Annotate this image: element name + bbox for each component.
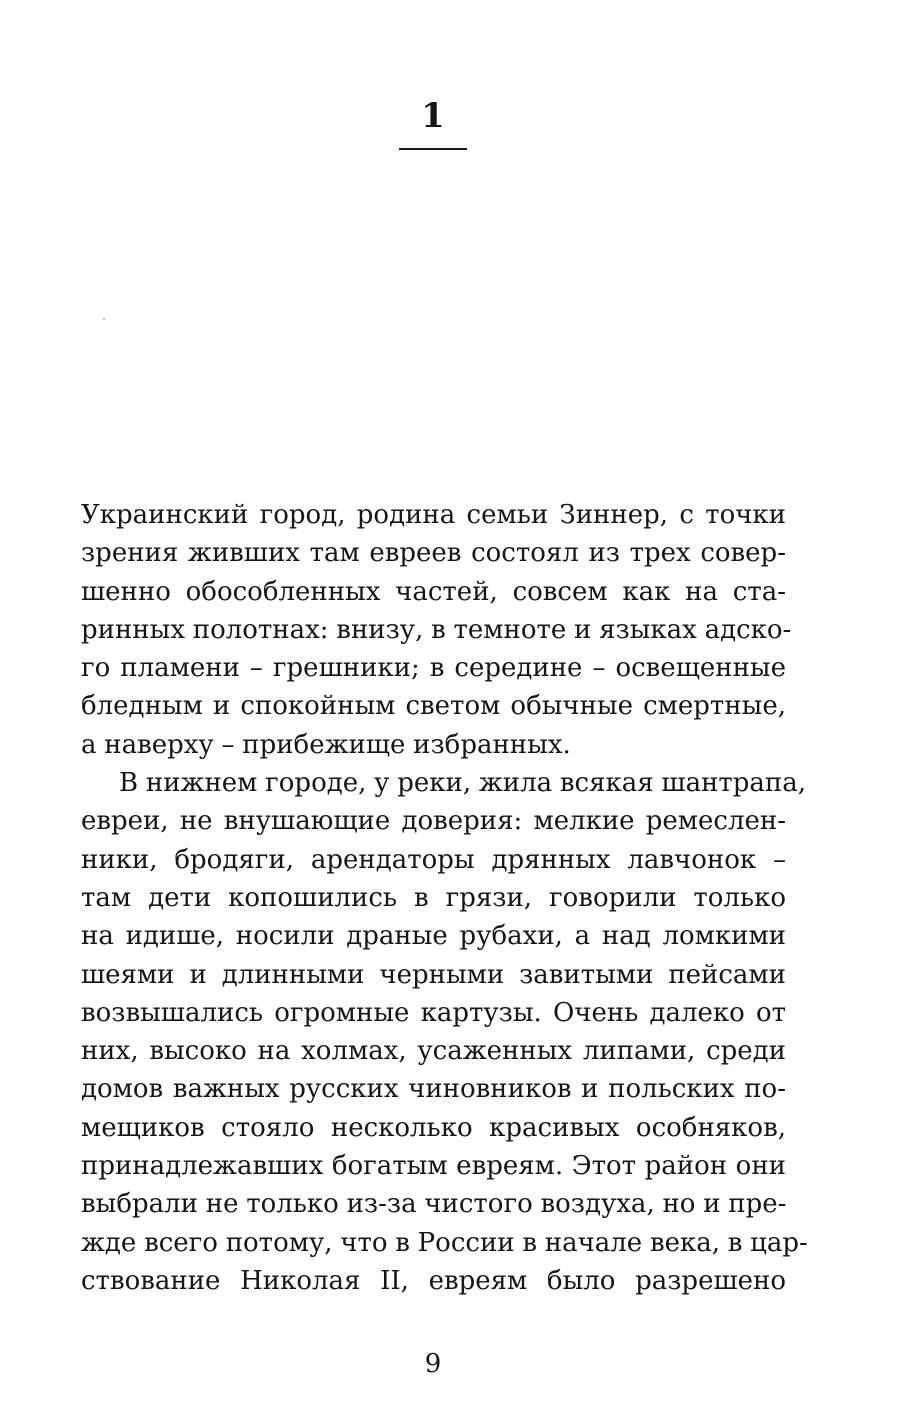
text-line: на идише, носили драные рубахи, а над ломкими bbox=[81, 921, 786, 952]
text-line: ствование Николая II, евреям было разрешено bbox=[81, 1265, 786, 1296]
text-line: принадлежавших богатым евреям. Этот район они bbox=[81, 1151, 786, 1182]
chapter-number: 1 bbox=[421, 96, 445, 136]
body-text bbox=[81, 496, 808, 1300]
paragraph-1 bbox=[81, 496, 792, 764]
text-line: го пламени – грешники; в середине – освещенные bbox=[81, 653, 786, 684]
text-line: а наверху – прибежище избранных. bbox=[81, 729, 571, 760]
text-line: выбрали не только из-за чистого воздуха, но и пре- bbox=[81, 1189, 787, 1220]
page-number: 9 bbox=[424, 1349, 442, 1379]
text-line: бледным и спокойным светом обычные смертные, bbox=[81, 691, 786, 722]
text-line: жде всего потому, что в России в начале века, в цар- bbox=[81, 1227, 808, 1258]
text-line: там дети копошились в грязи, говорили только bbox=[81, 882, 786, 913]
text-line: возвышались огромные картузы. Очень далеко от bbox=[81, 997, 786, 1028]
text-line: них, высоко на холмах, усаженных липами, среди bbox=[81, 1036, 786, 1067]
text-line: евреи, не внушающие доверия: мелкие ремеслен- bbox=[81, 806, 786, 837]
paragraph-2 bbox=[81, 764, 808, 1300]
text-line: ники, бродяги, арендаторы дрянных лавчонок – bbox=[81, 844, 786, 875]
text-line: В нижнем городе, у реки, жила всякая шантрапа, bbox=[119, 768, 807, 799]
text-line: зрения живших там евреев состоял из трех совер- bbox=[81, 538, 786, 569]
chapter-divider bbox=[399, 148, 467, 150]
text-line: домов важных русских чиновников и польских по- bbox=[81, 1074, 786, 1105]
text-line: Украинский город, родина семьи Зиннер, с точки bbox=[81, 500, 786, 530]
scan-speck bbox=[103, 318, 105, 320]
text-line: шенно обособленных частей, совсем как на ста- bbox=[81, 576, 786, 607]
text-line: мещиков стояло несколько красивых особняков, bbox=[81, 1112, 786, 1143]
text-line: ринных полотнах: внизу, в темноте и языках адско- bbox=[81, 614, 792, 645]
text-line: шеями и длинными черными завитыми пейсами bbox=[81, 959, 786, 990]
